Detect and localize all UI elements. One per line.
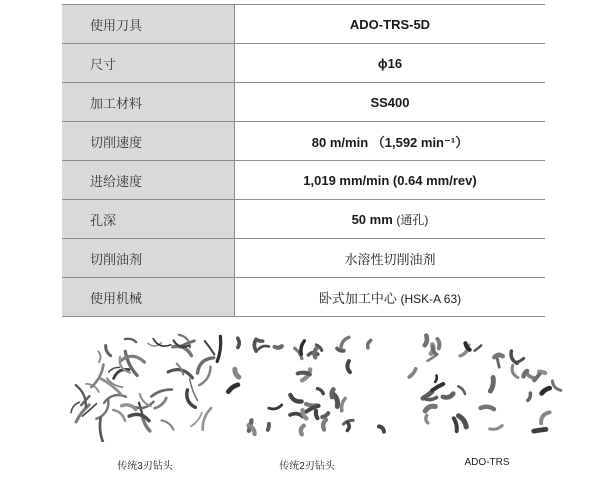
metal-chip <box>91 365 103 388</box>
metal-chip <box>125 339 136 342</box>
metal-chip <box>318 389 324 394</box>
metal-chip <box>527 374 533 378</box>
metal-chip <box>256 339 263 341</box>
metal-chip <box>191 413 202 427</box>
metal-chip <box>437 339 439 348</box>
value-text: 卧式加工中心 <box>318 290 397 306</box>
metal-chip <box>432 384 443 390</box>
metal-chip <box>314 349 316 358</box>
metal-chip <box>475 345 481 350</box>
metal-chip <box>98 351 100 362</box>
row-value-coolant <box>235 239 546 278</box>
metal-chip <box>332 389 334 397</box>
metal-chip <box>534 374 539 380</box>
metal-chip <box>190 379 198 401</box>
metal-chip <box>481 407 494 409</box>
caption-ado-trs: ADO-TRS <box>464 457 510 468</box>
metal-chip <box>238 338 239 347</box>
metal-chip <box>203 408 212 430</box>
row-label-material: 加工材料 <box>62 83 235 122</box>
caption-conventional-3-flute: 传统3刃钻头 <box>117 461 173 472</box>
metal-chip <box>205 341 215 355</box>
metal-chip <box>113 410 125 421</box>
value-text: 水溶性切削油剂 <box>344 251 436 267</box>
row-value-machine <box>235 278 546 317</box>
metal-chip <box>322 413 328 417</box>
metal-chip <box>199 367 210 385</box>
metal-chip <box>347 361 350 372</box>
metal-chip <box>534 429 546 431</box>
metal-chip <box>379 426 384 431</box>
metal-chip <box>217 336 221 361</box>
value-text: ϕ16 <box>377 55 403 71</box>
value-text: SS400 <box>370 94 410 110</box>
metal-chip <box>228 385 238 392</box>
metal-chip <box>494 355 502 357</box>
metal-chip <box>173 346 192 355</box>
metal-chip <box>155 398 167 408</box>
value-note: (HSK-A 63) <box>400 291 462 306</box>
table-row <box>62 278 545 317</box>
metal-chip <box>368 340 371 348</box>
row-label-feed-rate: 进给速度 <box>62 161 235 200</box>
metal-chip <box>71 402 79 412</box>
value-text: 80 m/min （1,592 min⁻¹） <box>311 134 469 150</box>
metal-chip <box>298 373 310 375</box>
chips-photo-conventional-2-flute <box>222 332 392 442</box>
metal-chip <box>459 416 467 427</box>
table-row <box>62 161 545 200</box>
metal-chip <box>423 392 432 399</box>
chips-photo-conventional-3-flute <box>60 332 230 442</box>
metal-chip <box>425 406 435 411</box>
metal-chip <box>96 400 108 419</box>
metal-chip <box>425 336 427 346</box>
metal-chip <box>122 405 136 410</box>
metal-chip <box>100 418 103 442</box>
metal-chip <box>323 420 326 430</box>
metal-chip <box>106 346 111 356</box>
row-label-size: 尺寸 <box>62 44 235 83</box>
row-label-tool: 使用刀具 <box>62 5 235 44</box>
row-value-size <box>235 44 546 83</box>
metal-chip <box>528 393 531 400</box>
metal-chip <box>426 397 437 399</box>
metal-chip <box>268 424 269 430</box>
metal-chip <box>235 369 239 377</box>
metal-chip <box>443 394 453 398</box>
metal-chip <box>275 346 282 348</box>
row-value-hole-depth <box>235 200 546 239</box>
value-text: ADO-TRS-5D <box>349 16 431 32</box>
metal-chip <box>254 342 256 351</box>
metal-chip <box>341 337 349 348</box>
row-label-machine: 使用机械 <box>62 278 235 317</box>
metal-chip <box>168 370 192 378</box>
metal-chip <box>552 381 561 390</box>
metal-chip <box>512 365 518 377</box>
metal-chip <box>290 395 301 402</box>
chips-photo-ado-trs <box>402 332 572 442</box>
table-row <box>62 200 545 239</box>
caption-conventional-2-flute: 传统2刃钻头 <box>279 461 335 472</box>
metal-chip <box>161 420 173 429</box>
metal-chip <box>301 341 304 354</box>
metal-chip <box>426 415 428 423</box>
metal-chip <box>342 398 346 411</box>
metal-chip <box>490 426 503 430</box>
table-row <box>62 122 545 161</box>
table-row <box>62 44 545 83</box>
row-value-cutting-speed <box>235 122 546 161</box>
value-text: 50 mm <box>351 211 393 227</box>
metal-chip <box>347 423 349 431</box>
spec-table <box>62 4 545 317</box>
table-row <box>62 83 545 122</box>
metal-chip <box>511 351 517 363</box>
row-value-tool <box>235 5 546 44</box>
row-label-cutting-speed: 切削速度 <box>62 122 235 161</box>
row-label-coolant: 切削油剂 <box>62 239 235 278</box>
metal-chip <box>269 405 282 409</box>
value-note: (通孔) <box>396 212 429 227</box>
metal-chip <box>129 414 149 420</box>
metal-chip <box>541 412 550 423</box>
metal-chip <box>76 405 89 422</box>
metal-chip <box>458 386 465 394</box>
metal-chip <box>435 376 437 382</box>
metal-chip <box>151 390 172 397</box>
metal-chip <box>316 411 318 418</box>
table-row <box>62 5 545 44</box>
metal-chip <box>497 359 499 368</box>
row-label-hole-depth: 孔深 <box>62 200 235 239</box>
value-text: 1,019 mm/min (0.64 mm/rev) <box>303 172 477 188</box>
metal-chip <box>490 378 493 392</box>
row-value-material <box>235 83 546 122</box>
metal-chip <box>409 369 415 377</box>
metal-chip <box>259 346 269 349</box>
metal-chip <box>140 394 151 406</box>
metal-chip <box>121 356 145 362</box>
metal-chip <box>301 426 304 435</box>
metal-chip <box>454 418 457 431</box>
row-value-feed-rate <box>235 161 546 200</box>
table-row <box>62 239 545 278</box>
metal-chip <box>542 388 550 393</box>
